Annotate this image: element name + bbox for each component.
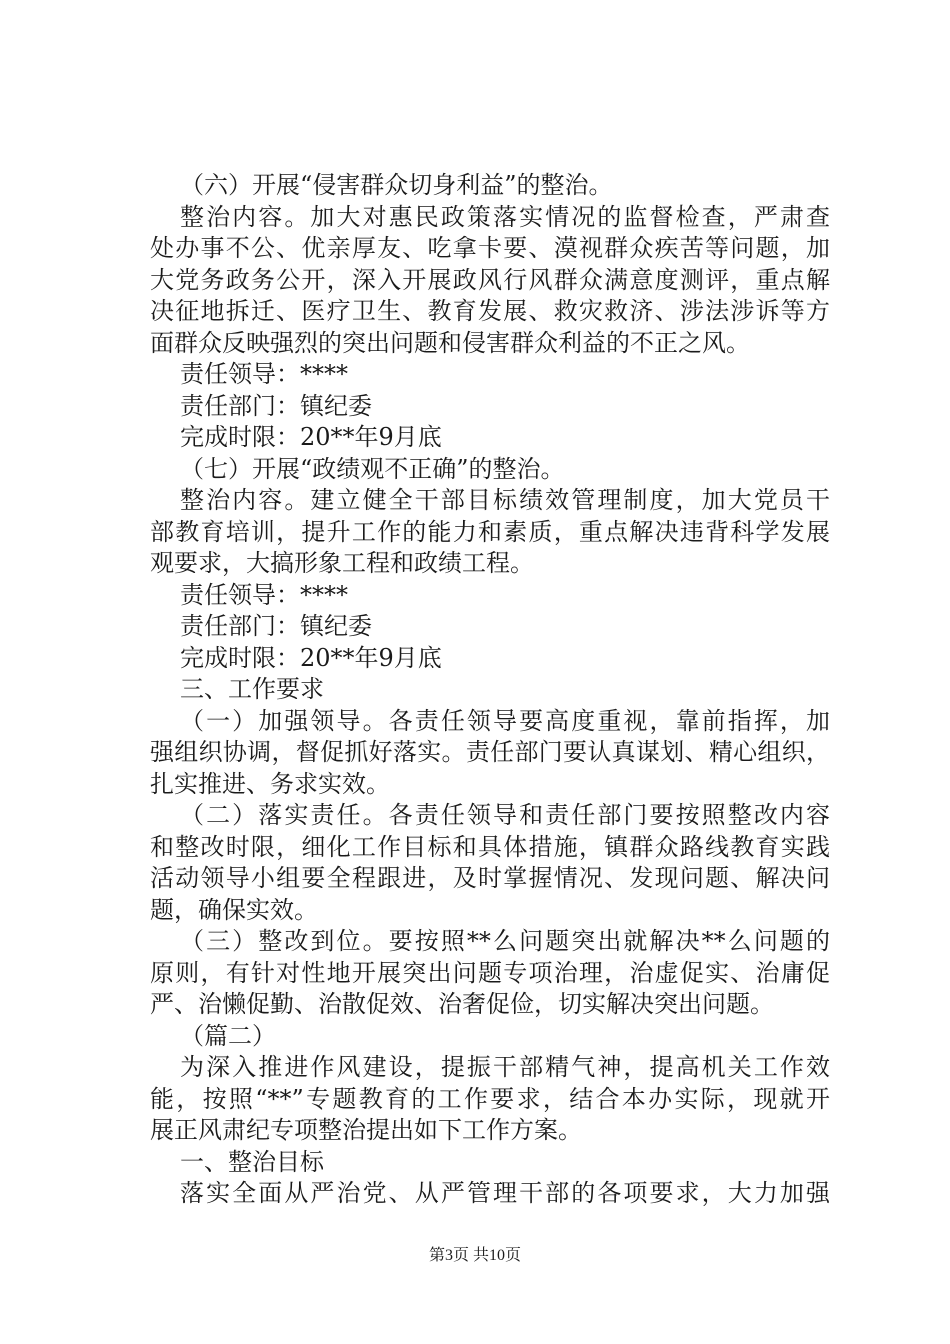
text-line: （二）落实责任。各责任领导和责任部门要按照整改内容 [180,801,830,829]
text-line: 决征地拆迁、医疗卫生、教育发展、救灾救济、涉法涉诉等方 [150,297,830,325]
text-line: 题，确保实效。 [150,895,318,924]
text-line: 处办事不公、优亲厚友、吃拿卡要、漠视群众疾苦等问题，加 [150,234,830,262]
text-line: （六）开展“侵害群众切身利益”的整治。 [180,171,613,199]
page-footer: 第3页 共10页 [428,1247,521,1264]
text-line: 活动领导小组要全程跟进，及时掌握情况、发现问题、解决问 [150,864,830,892]
text-line: 观要求，大搞形象工程和政绩工程。 [150,549,534,577]
text-line: 强组织协调，督促抓好落实。责任部门要认真谋划、精心组织， [150,738,830,766]
text-line: 能，按照“**”专题教育的工作要求，结合本办实际，现就开 [150,1084,830,1113]
text-line: 展正风肃纪专项整治提出如下工作方案。 [150,1116,582,1144]
text-line: 原则，有针对性地开展突出问题专项治理，治虚促实、治庸促 [150,958,830,987]
text-line: 整治内容。建立健全干部目标绩效管理制度，加大党员干 [180,486,830,514]
text-line: （三）整改到位。要按照**么问题突出就解决**么问题的 [180,927,830,955]
text-line: （一）加强领导。各责任领导要高度重视，靠前指挥，加 [180,706,830,735]
text-line: 扎实推进、务求实效。 [150,769,390,798]
text-line: 完成时限：20**年9月底 [180,423,442,451]
text-line: 和整改时限，细化工作目标和具体措施，镇群众路线教育实践 [150,832,830,861]
text-line: 面群众反映强烈的突出问题和侵害群众利益的不正之风。 [150,328,750,357]
text-line: 为深入推进作风建设，提振干部精气神，提高机关工作效 [180,1053,830,1081]
text-line: 责任部门：镇纪委 [180,612,372,640]
text-line: 责任领导：**** [180,580,348,609]
text-line: （篇二） [180,1021,276,1050]
text-line: （七）开展“政绩观不正确”的整治。 [180,454,565,483]
text-line: 部教育培训，提升工作的能力和素质，重点解决违背科学发展 [150,517,830,546]
text-line: 责任领导：**** [180,360,348,388]
text-line: 三、工作要求 [180,675,324,703]
text-line: 严、治懒促勤、治散促效、治奢促俭，切实解决突出问题。 [150,990,774,1018]
text-line: 责任部门：镇纪委 [180,391,372,420]
text-line: 一、整治目标 [180,1147,324,1176]
text-line: 大党务政务公开，深入开展政风行风群众满意度测评，重点解 [150,265,830,294]
text-line: 落实全面从严治党、从严管理干部的各项要求，大力加强 [180,1179,830,1207]
text-line: 完成时限：20**年9月底 [180,643,442,672]
document-body [150,170,850,1210]
text-line: 整治内容。加大对惠民政策落实情况的监督检查，严肃查 [180,202,830,231]
